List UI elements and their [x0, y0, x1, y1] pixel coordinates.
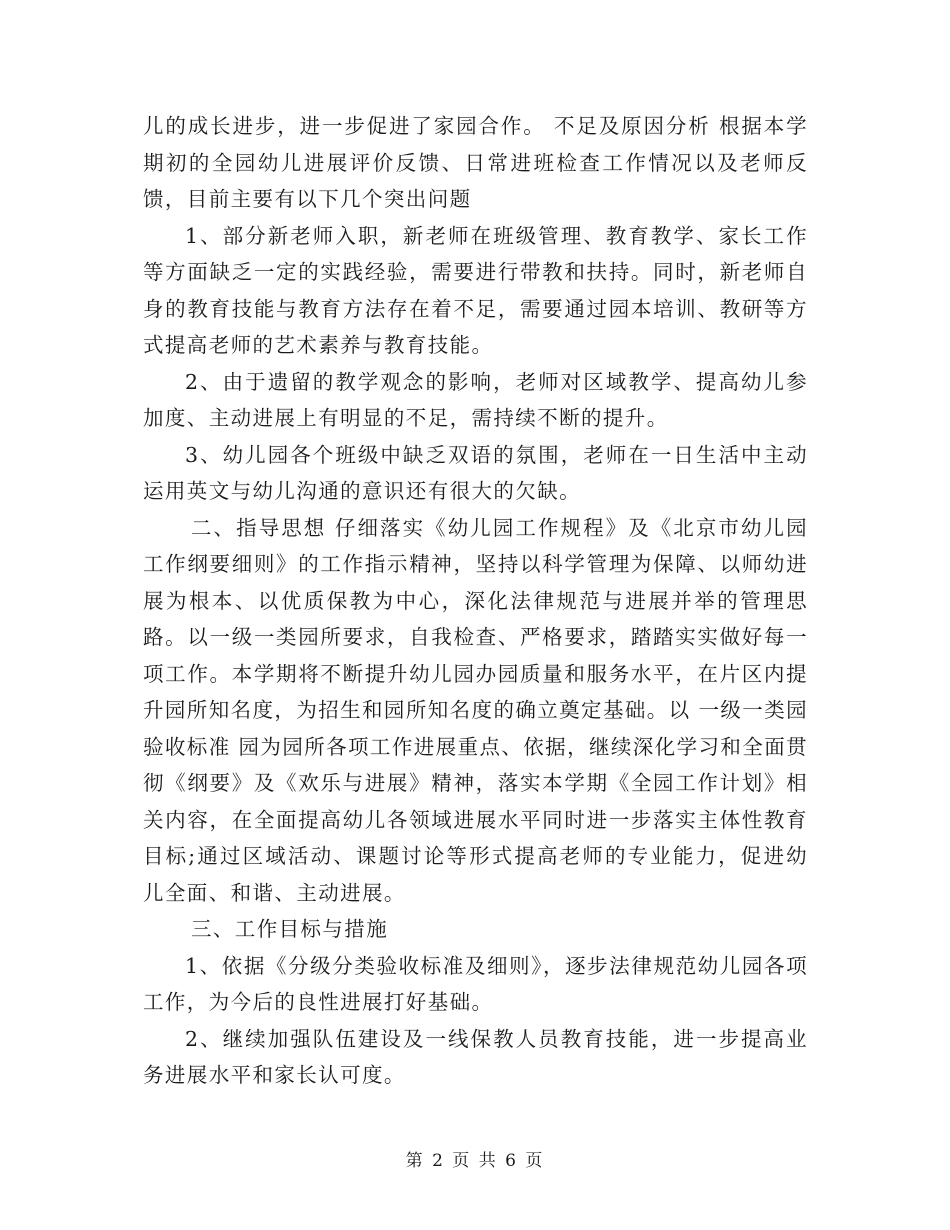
paragraph-issue-2: 2、由于遗留的教学观念的影响，老师对区域教学、提高幼儿参加度、主动进展上有明显的不足，需持续不断的提升。 [143, 369, 808, 430]
paragraph-intro: 儿的成长进步，进一步促进了家园合作。 不足及原因分析 根据本学期初的全园幼儿进展评价反馈、日常进班检查工作情况以及老师反馈，目前主要有以下几个突出问题 [143, 114, 808, 211]
page-number-footer: 第 2 页 共 6 页 [405, 1151, 545, 1171]
paragraph-issue-3: 3、幼儿园各个班级中缺乏双语的氛围，老师在一日生活中主动运用英文与幼儿沟通的意识还有很大的欠缺。 [143, 442, 808, 503]
paragraph-goal-1: 1、依据《分级分类验收标准及细则》，逐步法律规范幼儿园各项工作，为今后的良性进展打好基础。 [143, 953, 808, 1014]
document-body [143, 108, 808, 1094]
section-heading-goals: 三、工作目标与措施 [191, 917, 389, 941]
paragraph-goal-2: 2、继续加强队伍建设及一线保教人员教育技能，进一步提高业务进展水平和家长认可度。 [143, 1026, 808, 1087]
paragraph-issue-1: 1、部分新老师入职，新老师在班级管理、教育教学、家长工作等方面缺乏一定的实践经验，需要进行带教和扶持。同时，新老师自身的教育技能与教育方法存在着不足，需要通过园本培训、教研等方式提高老师的艺术素养与教育技能。 [143, 223, 808, 357]
paragraph-guiding-thought: 二、指导思想 仔细落实《幼儿园工作规程》及《北京市幼儿园工作纲要细则》的工作指示精神，坚持以科学管理为保障、以师幼进展为根本、以优质保教为中心，深化法律规范与进展并举的管理思路。以一级一类园所要求，自我检查、严格要求，踏踏实实做好每一项工作。本学期将不断提升幼儿园办园质量和服务水平，在片区内提升园所知名度，为招生和园所知名度的确立奠定基础。以 一级一类园验收标准 园为园所各项工作进展重点、依据，继续深化学习和全面贯彻《纲要》及《欢乐与进展》精神，落实本学期《全园工作计划》相关内容，在全面提高幼儿各领域进展水平同时进一步落实主体性教育目标;通过区域活动、课题讨论等形式提高老师的专业能力，促进幼儿全面、和谐、主动进展。 [143, 515, 808, 905]
